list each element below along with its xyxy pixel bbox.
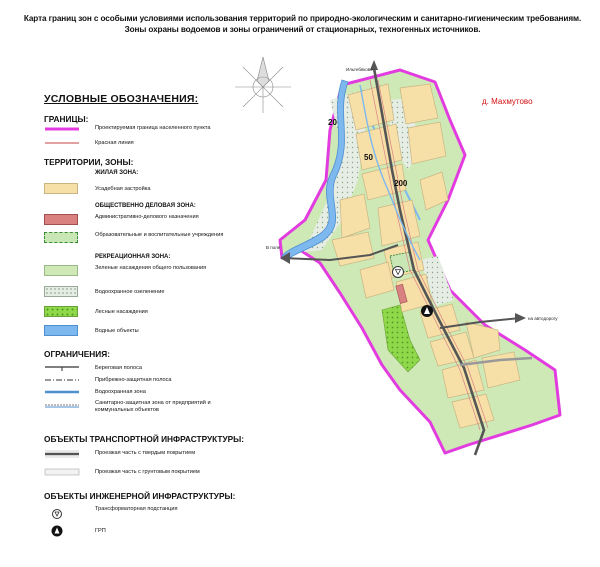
legend-item-sanitary-zone: Санитарно-защитная зона от предприятий и коммунальных объектов (95, 400, 211, 413)
boundary-line-symbol (44, 125, 80, 133)
red-line-symbol (44, 139, 80, 147)
legend-item-boundary: Проектируемая граница населенного пункта (95, 125, 211, 131)
water-protection-zone-symbol (44, 388, 80, 397)
legend-item-transformer: Трансформаторная подстанция (95, 506, 178, 512)
green-public-swatch (44, 265, 78, 276)
protective-green-swatch (44, 286, 78, 297)
gas-distribution-point-icon (50, 524, 64, 538)
road-label-east: на автодорогу (528, 316, 558, 321)
legend-item-admin: Административно-делового назначения (95, 214, 199, 220)
legend-item-shore-strip: Береговая полоса (95, 365, 142, 371)
village-name: д. Махмутово (482, 97, 533, 106)
legend-section-boundaries: ГРАНИЦЫ: (44, 114, 89, 124)
shore-strip-symbol (44, 364, 80, 373)
legend-section-territories: ТЕРРИТОРИИ, ЗОНЫ: (44, 157, 134, 167)
sanitary-zone-symbol (44, 400, 80, 410)
zone-label-20: 20 (328, 118, 337, 127)
legend-sub-recreation: РЕКРЕАЦИОННАЯ ЗОНА: (95, 254, 171, 260)
dirt-road-symbol (44, 468, 80, 477)
legend-item-forest: Лесные насаждения (95, 309, 148, 315)
coastal-protective-strip-symbol (44, 376, 80, 385)
legend-sub-public: ОБЩЕСТВЕННО ДЕЛОВАЯ ЗОНА: (95, 203, 196, 209)
zone-label-200: 200 (394, 179, 408, 188)
transformer-substation-icon (50, 507, 64, 521)
road-label-west: В поле (266, 245, 281, 250)
legend-item-red-line: Красная линия (95, 140, 134, 146)
legend-heading: УСЛОВНЫЕ ОБОЗНАЧЕНИЯ: (44, 93, 199, 105)
residential-swatch (44, 183, 78, 194)
legend-item-paved-road: Проезжая часть с твердым покрытием (95, 450, 196, 456)
legend-item-residential: Усадебная застройка (95, 186, 151, 192)
arrow-east-icon (515, 313, 526, 323)
transformer-substation-icon (393, 267, 404, 278)
map-title-line-1: Карта границ зон с особыми условиями использования территорий по природно-экологическим и санитарно-гигиеническим требованиям. (23, 14, 582, 23)
village-map (266, 60, 600, 460)
legend-item-coastal-protective-strip: Прибрежно-защитная полоса (95, 377, 172, 383)
legend-sub-residential: ЖИЛАЯ ЗОНА: (95, 170, 139, 176)
legend-section-engineering: ОБЪЕКТЫ ИНЖЕНЕРНОЙ ИНФРАСТРУКТУРЫ: (44, 491, 236, 501)
education-swatch (44, 232, 78, 243)
legend-item-protective-green: Водоохранное озеленение (95, 289, 165, 295)
zone-label-50: 50 (364, 153, 373, 162)
legend-item-water-protection-zone: Водоохранная зона (95, 389, 146, 395)
map-title-line-2: Зоны охраны водоемов и зоны ограничений от стационарных, техногенных источников. (124, 25, 481, 34)
legend-item-water: Водные объекты (95, 328, 139, 334)
legend-item-education: Образовательные и воспитательные учреждения (95, 232, 224, 238)
water-swatch (44, 325, 78, 336)
legend-section-transport: ОБЪЕКТЫ ТРАНСПОРТНОЙ ИНФРАСТРУКТУРЫ: (44, 434, 245, 444)
legend-section-restrictions: ОГРАНИЧЕНИЯ: (44, 349, 110, 359)
legend-item-green-public: Зеленые насаждения общего пользования (95, 265, 207, 271)
legend (0, 0, 250, 567)
legend-item-gas-point: ГРП (95, 528, 106, 534)
legend-item-dirt-road: Проезжая часть с грунтовым покрытием (95, 469, 200, 475)
paved-road-symbol (44, 450, 80, 459)
forest-swatch (44, 306, 78, 317)
gas-distribution-point-icon (421, 305, 433, 317)
road-label-north: Ильтебяково (346, 67, 373, 72)
admin-swatch (44, 214, 78, 225)
